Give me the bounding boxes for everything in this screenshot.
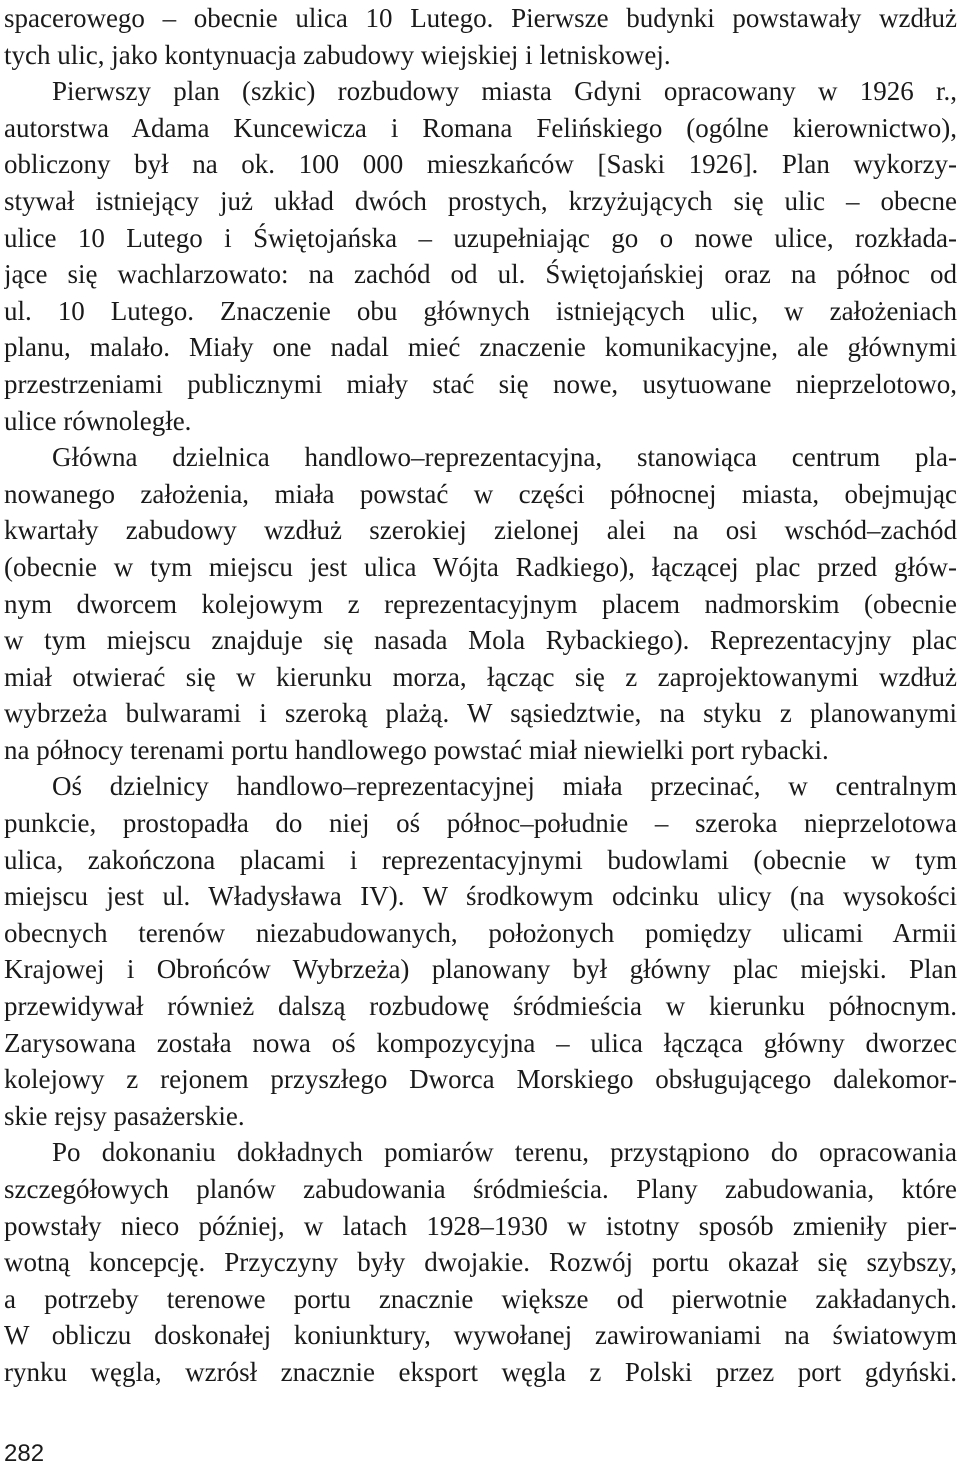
text-line: ulica, zakończona placami i reprezentacyjnymi budowlami (obecnie w tym — [4, 844, 957, 875]
body-text — [4, 0, 957, 1391]
text-line: Krajowej i Obrońców Wybrzeża) planowany był główny plac miejski. Plan — [4, 954, 957, 985]
text-line: wotną koncepcję. Przyczyny były dwojakie. Rozwój portu okazał się szybszy, — [4, 1247, 957, 1278]
text-line: powstały nieco później, w latach 1928–1930 w istotny sposób zmieniły pier- — [4, 1210, 957, 1241]
text-line: rynku węgla, wzrósł znacznie eksport węgla z Polski przez port gdyński. — [4, 1356, 957, 1387]
text-line: na północy terenami portu handlowego powstać miał niewielki port rybacki. — [4, 734, 829, 765]
text-line: ul. 10 Lutego. Znaczenie obu głównych istniejących ulic, w założeniach — [4, 295, 957, 326]
text-line: przewidywał również dalszą rozbudowę śródmieścia w kierunku północnym. — [4, 991, 957, 1022]
text-line: szczegółowych planów zabudowania śródmieścia. Plany zabudowania, które — [4, 1174, 957, 1204]
text-line: W obliczu doskonałej koniunktury, wywołanej zawirowaniami na światowym — [4, 1320, 957, 1351]
text-line: (obecnie w tym miejscu jest ulica Wójta Radkiego), łączącej plac przed głów- — [4, 551, 957, 582]
text-line: planu, malało. Miały one nadal mieć znaczenie komunikacyjne, ale głównymi — [4, 332, 957, 363]
text-line: a potrzeby terenowe portu znacznie większe od pierwotnie zakładanych. — [4, 1283, 957, 1314]
text-line: Po dokonaniu dokładnych pomiarów terenu, przystąpiono do opracowania — [52, 1137, 957, 1168]
text-line: nowanego założenia, miała powstać w części północnej miasta, obejmując — [4, 478, 957, 509]
text-line: kwartały zabudowy wzdłuż szerokiej zielonej alei na osi wschód–zachód — [4, 515, 957, 546]
text-line: obliczony był na ok. 100 000 mieszkańców [Saski 1926]. Plan wykorzy- — [4, 149, 957, 180]
text-line: stywał istniejący już układ dwóch prostych, krzyżujących się ulic – obecne — [4, 185, 957, 216]
text-line: kolejowy z rejonem przyszłego Dworca Morskiego obsługującego dalekomor- — [4, 1064, 957, 1095]
document-page — [4, 0, 957, 1471]
text-line: skie rejsy pasażerskie. — [4, 1100, 245, 1131]
text-line: miał otwierać się w kierunku morza, łącząc się z zaprojektowanymi wzdłuż — [4, 661, 957, 692]
text-line: jące się wachlarzowato: na zachód od ul. Świętojańskiej oraz na północ od — [4, 259, 957, 290]
text-line: punkcie, prostopadła do niej oś północ–południe – szeroka nieprzelotowa — [4, 808, 957, 839]
text-line: wybrzeża bulwarami i szeroką plażą. W sąsiedztwie, na styku z planowanymi — [4, 698, 957, 729]
text-line: spacerowego – obecnie ulica 10 Lutego. Pierwsze budynki powstawały wzdłuż — [4, 3, 957, 33]
text-line: autorstwa Adama Kuncewicza i Romana Felińskiego (ogólne kierownictwo), — [4, 112, 957, 143]
text-line: tych ulic, jako kontynuacja zabudowy wiejskiej i letniskowej. — [4, 39, 671, 70]
text-line: miejscu jest ul. Władysława IV). W środkowym odcinku ulicy (na wysokości — [4, 881, 957, 912]
text-line: Pierwszy plan (szkic) rozbudowy miasta Gdyni opracowany w 1926 r., — [52, 76, 957, 107]
text-line: Zarysowana została nowa oś kompozycyjna – ulica łącząca główny dworzec — [4, 1027, 957, 1058]
text-line: w tym miejscu znajduje się nasada Mola Rybackiego). Reprezentacyjny plac — [4, 625, 957, 656]
text-line: obecnych terenów niezabudowanych, położonych pomiędzy ulicami Armii — [4, 917, 957, 948]
text-line: ulice 10 Lutego i Świętojańska – uzupełniając go o nowe ulice, rozkłada- — [4, 222, 957, 253]
text-line: ulice równoległe. — [4, 405, 192, 436]
text-line: przestrzeniami publicznymi miały stać się nowe, usytuowane nieprzelotowo, — [4, 368, 957, 399]
page-number: 282 — [4, 1440, 45, 1467]
text-line: nym dworcem kolejowym z reprezentacyjnym placem nadmorskim (obecnie — [4, 588, 957, 619]
text-line: Oś dzielnicy handlowo–reprezentacyjnej miała przecinać, w centralnym — [52, 771, 957, 802]
text-line: Główna dzielnica handlowo–reprezentacyjna, stanowiąca centrum pla- — [52, 442, 957, 473]
